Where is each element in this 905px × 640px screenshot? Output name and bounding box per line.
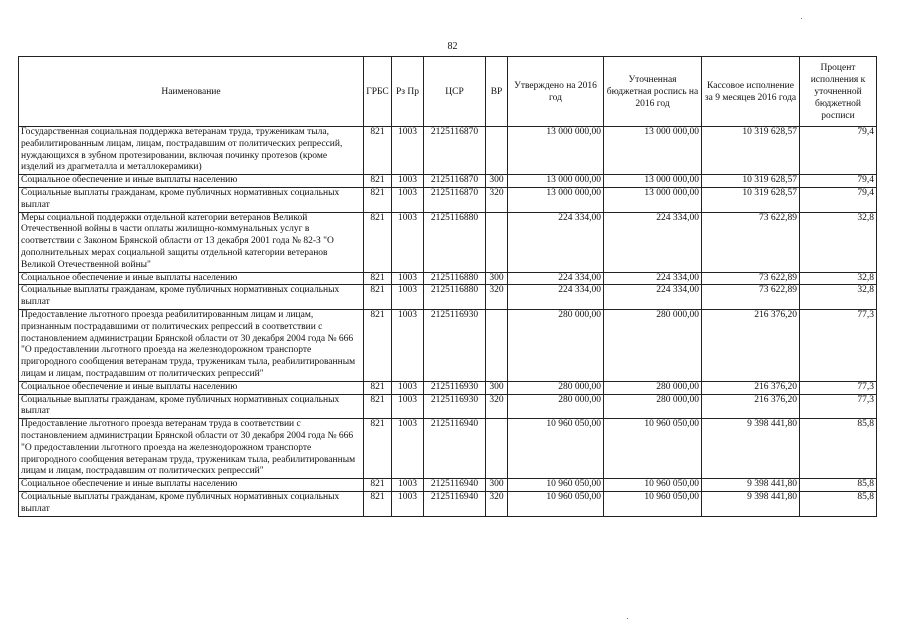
row-grbs: 821 [364, 479, 392, 492]
table-row [19, 272, 877, 285]
row-grbs: 821 [364, 212, 392, 272]
row-clarified: 224 334,00 [604, 285, 702, 310]
header-name: Наименование [19, 57, 364, 127]
header-grbs: ГРБС [364, 57, 392, 127]
row-percent: 32,8 [800, 285, 877, 310]
row-percent: 85,8 [800, 491, 877, 516]
row-clarified: 280 000,00 [604, 394, 702, 419]
table-row [19, 479, 877, 492]
row-csr: 2125116930 [424, 381, 486, 394]
row-rzpr: 1003 [392, 127, 424, 175]
row-clarified: 280 000,00 [604, 381, 702, 394]
row-grbs: 821 [364, 127, 392, 175]
row-rzpr: 1003 [392, 309, 424, 381]
row-rzpr: 1003 [392, 479, 424, 492]
row-csr: 2125116940 [424, 491, 486, 516]
row-csr: 2125116880 [424, 272, 486, 285]
row-grbs: 821 [364, 309, 392, 381]
row-rzpr: 1003 [392, 212, 424, 272]
row-name: Социальное обеспечение и иные выплаты населению [19, 381, 364, 394]
row-cash: 73 622,89 [702, 285, 800, 310]
row-grbs: 821 [364, 419, 392, 479]
row-grbs: 821 [364, 272, 392, 285]
row-approved: 280 000,00 [508, 394, 604, 419]
row-cash: 73 622,89 [702, 272, 800, 285]
row-approved: 280 000,00 [508, 381, 604, 394]
table-row [19, 394, 877, 419]
row-clarified: 280 000,00 [604, 309, 702, 381]
row-approved: 224 334,00 [508, 272, 604, 285]
row-rzpr: 1003 [392, 394, 424, 419]
table-row [19, 491, 877, 516]
row-name: Меры социальной поддержки отдельной категории ветеранов Великой Отечественной войны в части оплаты жилищно-коммунальных услуг в соответствии с Законом Брянской области от 13 декабря 2001 года № 82-З "О дополнительных мерах социальной защиты отдельной категории ветеранов Великой Отечественной войны" [19, 212, 364, 272]
page-number: 82 [447, 41, 458, 52]
row-vr: 320 [486, 285, 508, 310]
row-clarified: 13 000 000,00 [604, 127, 702, 175]
row-approved: 224 334,00 [508, 212, 604, 272]
row-csr: 2125116940 [424, 479, 486, 492]
row-vr: 300 [486, 175, 508, 188]
table-row [19, 187, 877, 212]
budget-execution-table [18, 56, 877, 517]
row-grbs: 821 [364, 381, 392, 394]
row-approved: 13 000 000,00 [508, 127, 604, 175]
row-clarified: 13 000 000,00 [604, 187, 702, 212]
row-approved: 10 960 050,00 [508, 491, 604, 516]
row-csr: 2125116940 [424, 419, 486, 479]
header-rzpr: Рз Пр [392, 57, 424, 127]
row-csr: 2125116880 [424, 212, 486, 272]
row-grbs: 821 [364, 394, 392, 419]
row-grbs: 821 [364, 491, 392, 516]
row-rzpr: 1003 [392, 187, 424, 212]
table-row [19, 285, 877, 310]
row-grbs: 821 [364, 175, 392, 188]
row-vr: 300 [486, 479, 508, 492]
row-cash: 216 376,20 [702, 381, 800, 394]
row-cash: 10 319 628,57 [702, 187, 800, 212]
row-approved: 280 000,00 [508, 309, 604, 381]
row-csr: 2125116930 [424, 309, 486, 381]
row-name: Социальное обеспечение и иные выплаты населению [19, 175, 364, 188]
header-cash: Кассовое исполнение за 9 месяцев 2016 года [702, 57, 800, 127]
row-csr: 2125116870 [424, 127, 486, 175]
table-header-row [19, 57, 877, 127]
row-approved: 224 334,00 [508, 285, 604, 310]
row-rzpr: 1003 [392, 491, 424, 516]
row-name: Предоставление льготного проезда реабилитированным лицам и лицам, признанным пострадавшими от политических репрессий в соответствии с постановлением администрации Брянской области от 30 декабря 2004 года № 666 "О предоставлении льготного проезда на железнодорожном транспорте пригородного сообщения ветеранам труда, труженикам тыла, реабилитированным лицам и лицам, пострадавшим от политических репрессий" [19, 309, 364, 381]
scan-speck [801, 18, 802, 19]
row-rzpr: 1003 [392, 272, 424, 285]
row-clarified: 10 960 050,00 [604, 491, 702, 516]
header-vr: ВР [486, 57, 508, 127]
row-approved: 13 000 000,00 [508, 175, 604, 188]
row-vr: 320 [486, 394, 508, 419]
row-cash: 9 398 441,80 [702, 491, 800, 516]
row-clarified: 10 960 050,00 [604, 419, 702, 479]
row-vr [486, 309, 508, 381]
row-approved: 10 960 050,00 [508, 479, 604, 492]
row-cash: 9 398 441,80 [702, 419, 800, 479]
row-grbs: 821 [364, 285, 392, 310]
row-percent: 79,4 [800, 175, 877, 188]
row-rzpr: 1003 [392, 285, 424, 310]
row-name: Социальные выплаты гражданам, кроме публичных нормативных социальных выплат [19, 491, 364, 516]
row-rzpr: 1003 [392, 381, 424, 394]
row-csr: 2125116880 [424, 285, 486, 310]
header-approved: Утверждено на 2016 год [508, 57, 604, 127]
table-row [19, 212, 877, 272]
row-clarified: 224 334,00 [604, 272, 702, 285]
row-percent: 79,4 [800, 127, 877, 175]
row-cash: 73 622,89 [702, 212, 800, 272]
header-clarified: Уточненная бюджетная роспись на 2016 год [604, 57, 702, 127]
row-name: Предоставление льготного проезда ветеранам труда в соответствии с постановлением администрации Брянской области от 30 декабря 2004 года № 666 "О предоставлении льготного проезда на железнодорожном транспорте пригородного сообщения ветеранам труда, труженикам тыла, реабилитированным лицам и лицам, пострадавшим от политических репрессий" [19, 419, 364, 479]
row-cash: 10 319 628,57 [702, 175, 800, 188]
table-row [19, 175, 877, 188]
row-cash: 216 376,20 [702, 394, 800, 419]
row-percent: 77,3 [800, 309, 877, 381]
row-percent: 32,8 [800, 272, 877, 285]
row-name: Социальные выплаты гражданам, кроме публичных нормативных социальных выплат [19, 187, 364, 212]
row-vr [486, 127, 508, 175]
row-percent: 79,4 [800, 187, 877, 212]
row-name: Социальные выплаты гражданам, кроме публичных нормативных социальных выплат [19, 394, 364, 419]
row-percent: 85,8 [800, 479, 877, 492]
row-name: Социальное обеспечение и иные выплаты населению [19, 272, 364, 285]
row-vr: 300 [486, 381, 508, 394]
row-csr: 2125116930 [424, 394, 486, 419]
row-percent: 32,8 [800, 212, 877, 272]
row-csr: 2125116870 [424, 187, 486, 212]
row-approved: 13 000 000,00 [508, 187, 604, 212]
table-row [19, 419, 877, 479]
table-row [19, 309, 877, 381]
row-rzpr: 1003 [392, 419, 424, 479]
table-row [19, 381, 877, 394]
row-grbs: 821 [364, 187, 392, 212]
row-csr: 2125116870 [424, 175, 486, 188]
row-vr [486, 212, 508, 272]
row-clarified: 224 334,00 [604, 212, 702, 272]
header-csr: ЦСР [424, 57, 486, 127]
row-vr: 320 [486, 187, 508, 212]
row-percent: 77,3 [800, 381, 877, 394]
row-vr: 300 [486, 272, 508, 285]
header-percent: Процент исполнения к уточненной бюджетной росписи [800, 57, 877, 127]
row-approved: 10 960 050,00 [508, 419, 604, 479]
row-vr [486, 419, 508, 479]
row-name: Социальные выплаты гражданам, кроме публичных нормативных социальных выплат [19, 285, 364, 310]
scan-speck [627, 618, 628, 619]
row-clarified: 10 960 050,00 [604, 479, 702, 492]
row-clarified: 13 000 000,00 [604, 175, 702, 188]
row-cash: 9 398 441,80 [702, 479, 800, 492]
row-name: Социальное обеспечение и иные выплаты населению [19, 479, 364, 492]
table-row [19, 127, 877, 175]
row-cash: 10 319 628,57 [702, 127, 800, 175]
row-rzpr: 1003 [392, 175, 424, 188]
row-cash: 216 376,20 [702, 309, 800, 381]
row-name: Государственная социальная поддержка ветеранам труда, труженикам тыла, реабилитированным лицам, лицам, пострадавшим от политических репрессий, нуждающихся в зубном протезировании, включая починку протезов (кроме изделий из драгметалла и металлокерамики) [19, 127, 364, 175]
row-percent: 85,8 [800, 419, 877, 479]
row-vr: 320 [486, 491, 508, 516]
row-percent: 77,3 [800, 394, 877, 419]
